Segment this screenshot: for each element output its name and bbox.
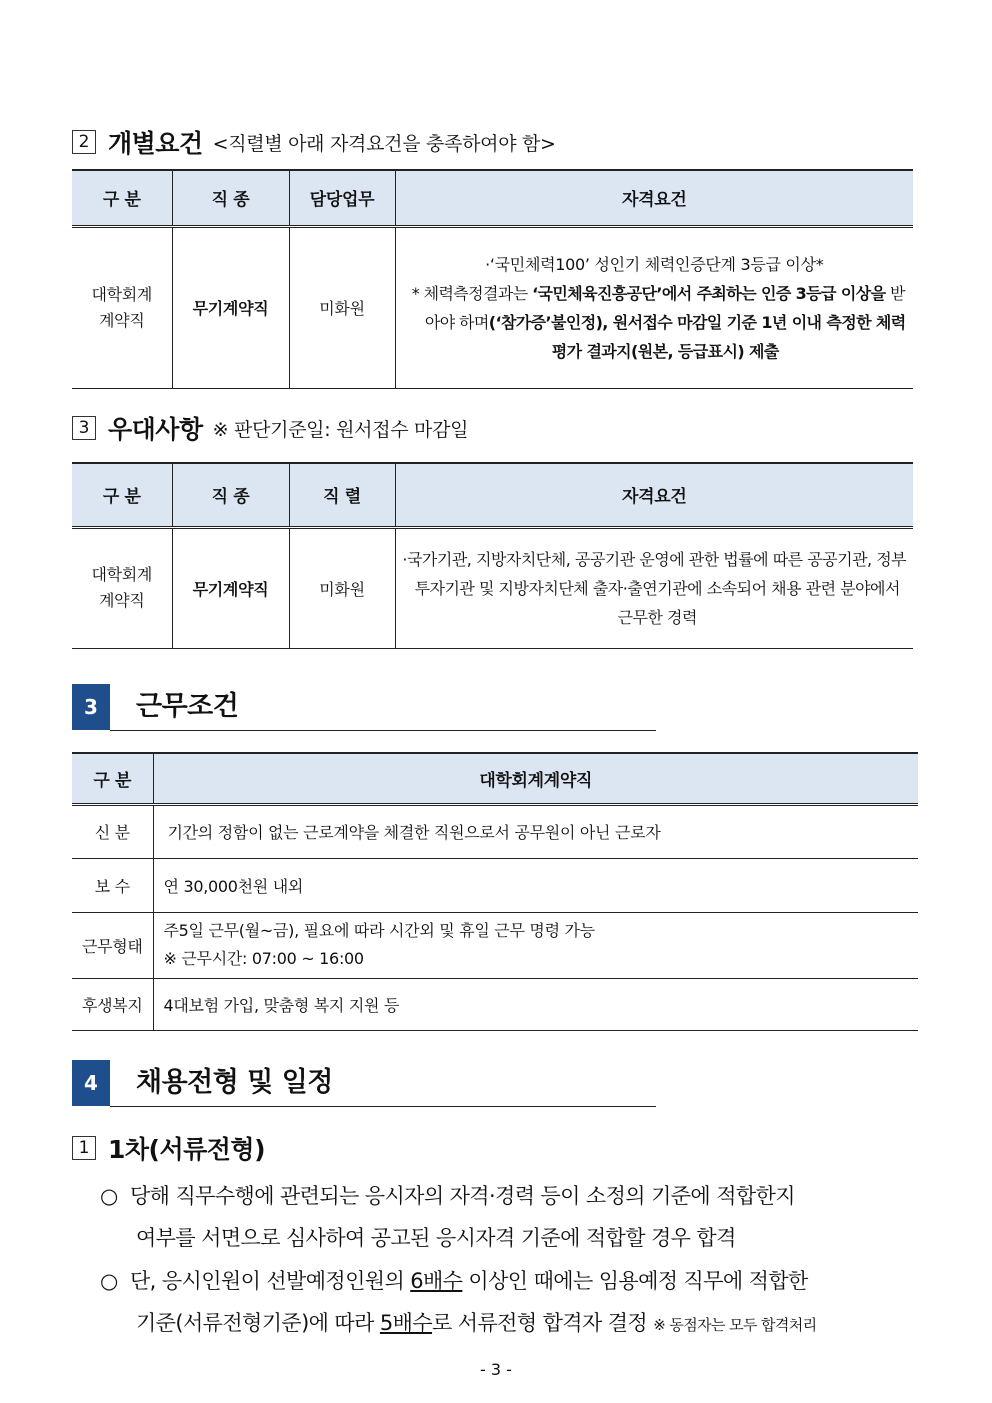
work-table — [72, 752, 918, 1031]
sec2-req-line1: ·‘국민체력100’ 성인기 체력인증단계 3등급 이상* — [485, 254, 824, 274]
work-value-type-line1: 주5일 근무(월~금), 필요에 따라 시간외 및 휴일 근무 명령 가능 — [163, 921, 595, 940]
sec2-header-type: 직 종 — [172, 170, 289, 226]
work-label-status: 신 분 — [72, 804, 153, 858]
table-row — [72, 858, 918, 912]
sec3pref-table — [72, 462, 913, 649]
sec2-header-category: 구 분 — [72, 170, 172, 226]
sec3pref-header-series: 직 렬 — [289, 463, 395, 527]
work-label-pay: 보 수 — [72, 858, 153, 912]
sec2-cell-category: 대학회계 계약직 — [72, 226, 172, 388]
bullet-icon: ○ — [100, 1269, 118, 1293]
bullet-icon: ○ — [100, 1184, 118, 1208]
sec3pref-header-category: 구 분 — [72, 463, 172, 527]
table-row — [72, 912, 918, 978]
sec4-p2-text-c: 기준(서류전형기준)에 따라 — [136, 1311, 380, 1335]
page-number: - 3 - — [480, 1360, 512, 1379]
sec2-cell-requirements — [395, 226, 913, 388]
table-row — [72, 804, 918, 858]
sec2-title: 개별요건 — [108, 129, 203, 158]
sec4-paragraph-2 — [100, 1260, 930, 1346]
work-value-type — [153, 912, 918, 978]
sec2-header-requirements: 자격요건 — [395, 170, 913, 226]
sec2-header-duty: 담당업무 — [289, 170, 395, 226]
work-title: 근무조건 — [110, 684, 656, 731]
sec3pref-title: 우대사항 — [108, 415, 203, 444]
work-value-status: 기간의 정함이 없는 근로계약을 체결한 직원으로서 공무원이 아닌 근로자 — [153, 804, 918, 858]
sec3pref-note: ※ 판단기준일: 원서접수 마감일 — [212, 418, 469, 441]
sec4-p1-line1: 당해 직무수행에 관련되는 응시자의 자격·경력 등이 소정의 기준에 적합한지 — [130, 1184, 795, 1208]
sec4-p2-note: ※ 동점자는 모두 합격처리 — [653, 1316, 817, 1334]
work-value-welfare: 4대보험 가입, 맞춤형 복지 지원 등 — [153, 978, 918, 1030]
work-number: 3 — [72, 684, 110, 730]
sec4-p2-text-d: 로 서류전형 합격자 결정 — [432, 1311, 648, 1335]
sec2-number: 2 — [72, 130, 96, 154]
sec4-p2-six-times: 6배수 — [410, 1269, 463, 1293]
sec3pref-cell-category: 대학회계 계약직 — [72, 527, 172, 648]
work-label-welfare: 후생복지 — [72, 978, 153, 1030]
sec2-table — [72, 169, 913, 389]
sec4-paragraph-1 — [100, 1175, 930, 1259]
sec3pref-cell-requirements: ·국가기관, 지방자치단체, 공공기관 운영에 관한 법률에 따른 공공기관, 정부투자기관 및 지방자치단체 출자·출연기관에 소속되어 채용 관련 분야에서 근무한 경력 — [395, 527, 913, 648]
work-value-pay: 연 30,000천원 내외 — [153, 858, 918, 912]
sec4-sub-title: 1차(서류전형) — [108, 1135, 265, 1164]
sec4-p2-five-times: 5배수 — [379, 1311, 433, 1335]
sec2-cell-type: 무기계약직 — [172, 226, 289, 388]
sec3pref-number: 3 — [72, 416, 96, 440]
work-header-category: 구 분 — [72, 753, 153, 804]
sec4-sub-number: 1 — [72, 1136, 96, 1160]
sec2-req-star: * 체력측정결과는 ‘국민체육진흥공단’에서 주최하는 인증 3등급 이상을 받아야 하며(‘참가증’불인정), 원서접수 마감일 기준 1년 이내 측정한 체력평가 결과지(원본, 등급표시) 제출 — [411, 283, 906, 361]
sec3pref-header-requirements: 자격요건 — [395, 463, 913, 527]
sec3pref-cell-type: 무기계약직 — [172, 527, 289, 648]
sec4-p1-line2: 여부를 서면으로 심사하여 공고된 응시자격 기준에 적합할 경우 합격 — [136, 1226, 736, 1250]
work-label-type: 근무형태 — [72, 912, 153, 978]
sec2-cell-duty: 미화원 — [289, 226, 395, 388]
sec3pref-cell-duty: 미화원 — [289, 527, 395, 648]
sec4-subheading — [72, 1130, 265, 1166]
work-header-contract: 대학회계계약직 — [153, 753, 918, 804]
sec4-number: 4 — [72, 1060, 110, 1106]
sec2-heading — [72, 124, 556, 160]
sec4-title: 채용전형 및 일정 — [110, 1060, 656, 1107]
sec3pref-header-type: 직 종 — [172, 463, 289, 527]
sec2-note: <직렬별 아래 자격요건을 충족하여야 함> — [212, 132, 556, 155]
sec4-p2-text-b: 이상인 때에는 임용예정 직무에 적합한 — [462, 1269, 808, 1293]
work-heading — [72, 684, 656, 731]
work-value-type-line2: ※ 근무시간: 07:00 ~ 16:00 — [163, 949, 364, 968]
sec4-heading — [72, 1060, 656, 1107]
sec3pref-heading — [72, 410, 468, 446]
table-row — [72, 978, 918, 1030]
sec4-p2-text-a: 단, 응시인원이 선발예정인원의 — [130, 1269, 411, 1293]
